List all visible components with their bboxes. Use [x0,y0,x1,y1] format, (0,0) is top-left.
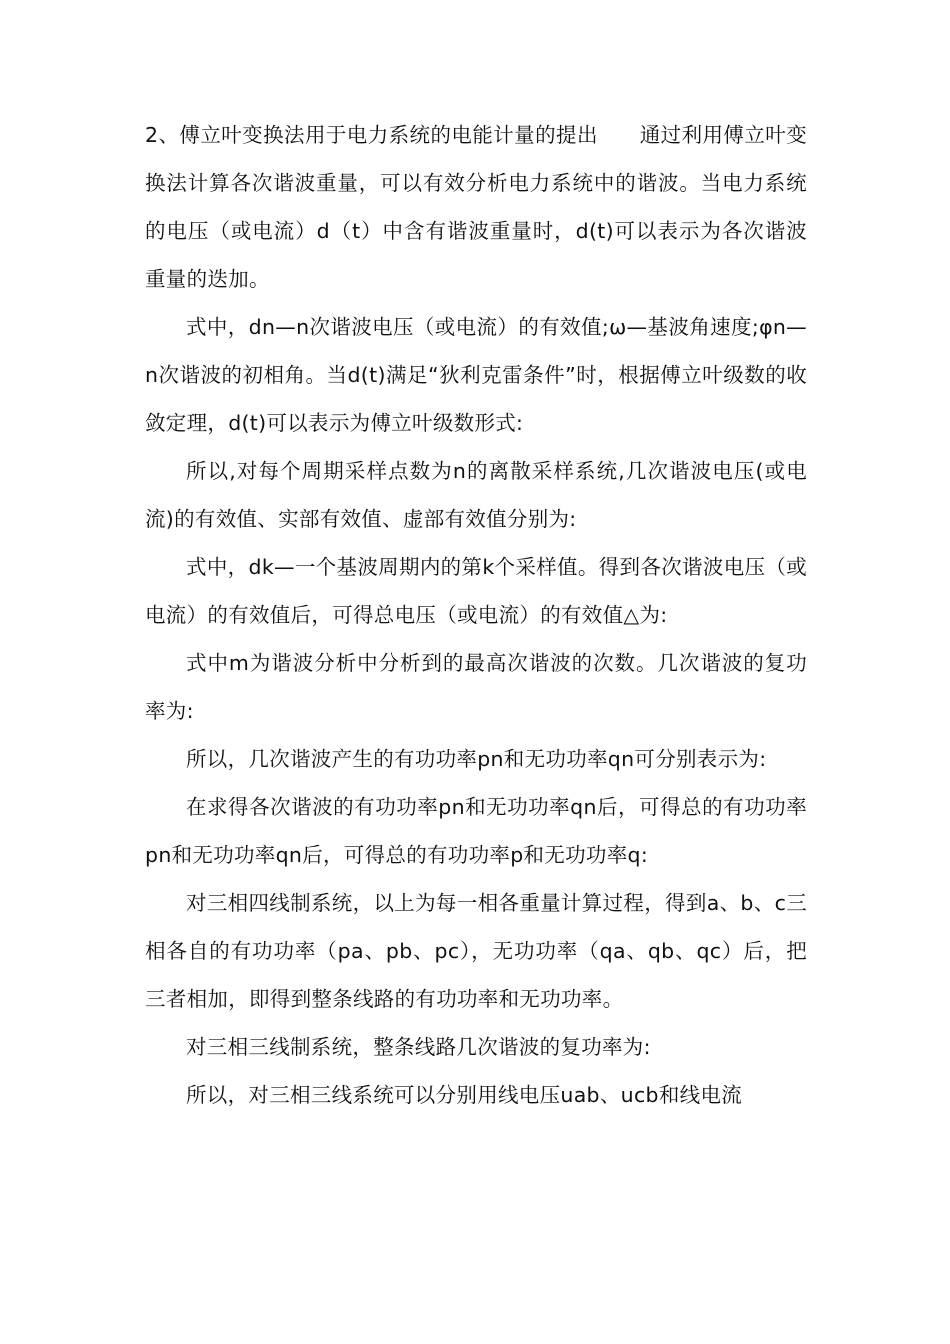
paragraph-fourier-intro: 2、傅立叶变换法用于电力系统的电能计量的提出 通过利用傅立叶变换法计算各次谐波重量，可以有效分析电力系统中的谐波。当电力系统的电压（或电流）d（t）中含有谐波重量时，d(t)可以表示为各次谐波重量的迭加。 [145,123,807,291]
paragraph-three-phase-three-wire: 对三相三线制系统，整条线路几次谐波的复功率为: [186,1035,651,1059]
document-page [145,111,807,1119]
paragraph-complex-power: 式中m为谐波分析中分析到的最高次谐波的次数。几次谐波的复功率为: [145,651,807,723]
paragraph-total-rms: 式中，dk—一个基波周期内的第k个采样值。得到各次谐波电压（或电流）的有效值后，可得总电压（或电流）的有效值△为: [145,555,807,627]
paragraph-active-reactive: 所以，几次谐波产生的有功功率pn和无功功率qn可分别表示为: [186,747,767,771]
paragraph-line-voltage: 所以，对三相三线系统可以分别用线电压uab、ucb和线电流 [186,1083,743,1107]
paragraph-total-power: 在求得各次谐波的有功功率pn和无功功率qn后，可得总的有功功率pn和无功功率qn后，可得总的有功功率p和无功功率q: [145,795,807,867]
paragraph-variable-definitions: 式中，dn—n次谐波电压（或电流）的有效值;ω—基波角速度;φn—n次谐波的初相角。当d(t)满足“狄利克雷条件”时，根据傅立叶级数的收敛定理，d(t)可以表示为傅立叶级数形式: [145,315,807,435]
paragraph-three-phase-four-wire: 对三相四线制系统，以上为每一相各重量计算过程，得到a、b、c三相各自的有功功率（pa、pb、pc），无功功率（qa、qb、qc）后，把三者相加，即得到整条线路的有功功率和无功功率。 [145,891,807,1011]
paragraph-discrete-sampling: 所以,对每个周期采样点数为n的离散采样系统,几次谐波电压(或电流)的有效值、实部有效值、虚部有效值分别为: [145,459,807,531]
